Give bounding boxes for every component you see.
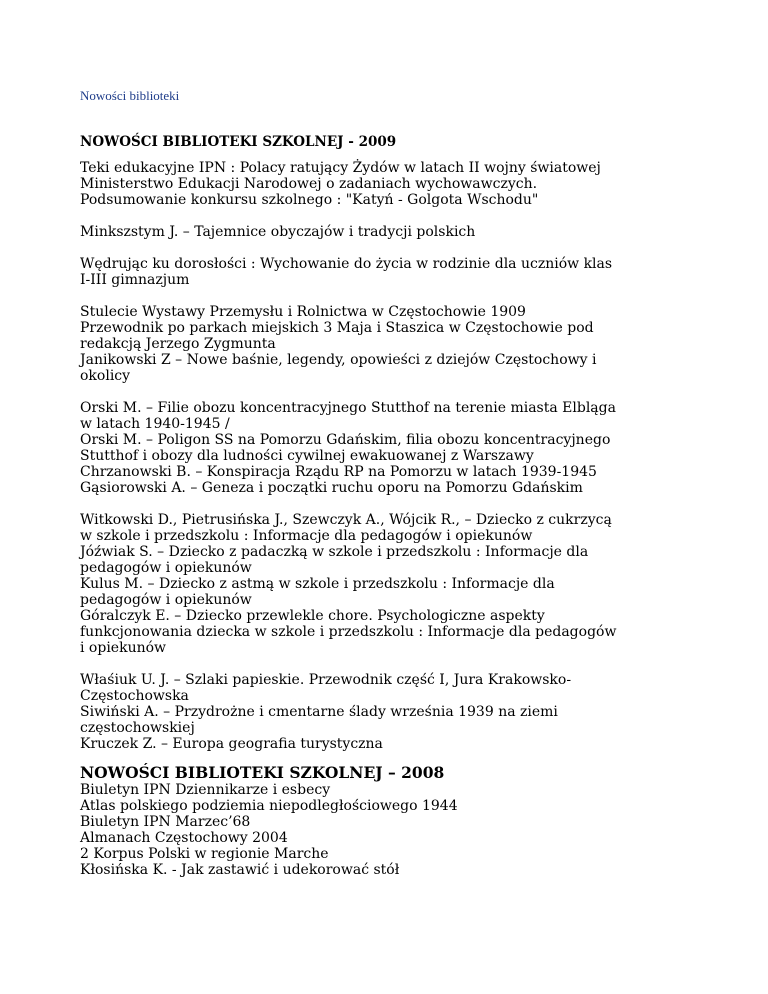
book-entry-line: Almanach Częstochowy 2004 — [80, 830, 288, 846]
book-entry-line: Biuletyn IPN Marzec’68 — [80, 814, 251, 830]
book-entry-line: Biuletyn IPN Dziennikarze i esbecy — [80, 782, 331, 798]
section-2008-list — [80, 782, 700, 878]
book-entry-line: Chrzanowski B. – Konspiracja Rządu RP na Pomorzu w latach 1939-1945 — [80, 464, 597, 480]
book-entry-line: Witkowski D., Pietrusińska J., Szewczyk A., Wójcik R., – Dziecko z cukrzycą — [80, 512, 612, 528]
book-entry-line: Przewodnik po parkach miejskich 3 Maja i Staszica w Częstochowie pod — [80, 320, 594, 336]
book-entry-line: funkcjonowania dziecka w szkole i przedszkolu : Informacje dla pedagogów — [80, 624, 617, 640]
book-entry-line: Stutthof i obozy dla ludności cywilnej ewakuowanej z Warszawy — [80, 448, 534, 464]
book-entry-line: Atlas polskiego podziemia niepodległościowego 1944 — [80, 798, 458, 814]
book-group — [80, 304, 700, 384]
book-entry-line: w szkole i przedszkolu : Informacje dla pedagogów i opiekunów — [80, 528, 533, 544]
book-group — [80, 400, 700, 496]
book-entry-line: okolicy — [80, 368, 131, 384]
book-entry-line: Janikowski Z – Nowe baśnie, legendy, opowieści z dziejów Częstochowy i — [80, 352, 597, 368]
library-news-link[interactable]: Nowości biblioteki — [80, 88, 180, 103]
book-entry-line: Kłosińska K. - Jak zastawić i udekorować stół — [80, 862, 400, 878]
book-entry-line: Jóźwiak S. – Dziecko z padaczką w szkole i przedszkolu : Informacje dla — [80, 544, 589, 560]
book-entry-line: pedagogów i opiekunów — [80, 592, 252, 608]
book-group — [80, 512, 700, 656]
book-group — [80, 224, 700, 240]
book-entry-line: 2 Korpus Polski w regionie Marche — [80, 846, 329, 862]
book-entry-line: redakcją Jerzego Zygmunta — [80, 336, 276, 352]
book-entry-line: w latach 1940-1945 / — [80, 416, 230, 432]
book-entry-line: i opiekunów — [80, 640, 167, 656]
book-entry-line: Góralczyk E. – Dziecko przewlekle chore. Psychologiczne aspekty — [80, 608, 545, 624]
section-2009-heading: NOWOŚCI BIBLIOTEKI SZKOLNEJ - 2009 — [80, 134, 397, 150]
book-entry-line: Minkszstym J. – Tajemnice obyczajów i tradycji polskich — [80, 224, 476, 240]
book-entry-line: Kruczek Z. – Europa geografia turystyczna — [80, 736, 383, 752]
document-content — [80, 134, 700, 878]
book-entry-line: Właśiuk U. J. – Szlaki papieskie. Przewodnik część I, Jura Krakowsko- — [80, 672, 572, 688]
section-2009-list — [80, 160, 700, 752]
book-group — [80, 672, 700, 752]
book-entry-line: Stulecie Wystawy Przemysłu i Rolnictwa w Częstochowie 1909 — [80, 304, 526, 320]
book-entry-line: pedagogów i opiekunów — [80, 560, 252, 576]
section-2008-heading: NOWOŚCI BIBLIOTEKI SZKOLNEJ – 2008 — [80, 763, 445, 782]
book-entry-line: Gąsiorowski A. – Geneza i początki ruchu oporu na Pomorzu Gdańskim — [80, 480, 583, 496]
book-entry-line: Siwiński A. – Przydrożne i cmentarne ślady września 1939 na ziemi — [80, 704, 558, 720]
book-entry-line: Ministerstwo Edukacji Narodowej o zadaniach wychowawczych. — [80, 176, 538, 192]
book-entry-line: Częstochowska — [80, 688, 189, 704]
book-entry-line: Kulus M. – Dziecko z astmą w szkole i przedszkolu : Informacje dla — [80, 576, 555, 592]
book-group — [80, 256, 700, 288]
book-entry-line: I-III gimnazjum — [80, 272, 190, 288]
book-group — [80, 160, 700, 208]
book-entry-line: Orski M. – Poligon SS na Pomorzu Gdańskim, filia obozu koncentracyjnego — [80, 432, 611, 448]
book-entry-line: Podsumowanie konkursu szkolnego : "Katyń - Golgota Wschodu" — [80, 192, 539, 208]
book-entry-line: Teki edukacyjne IPN : Polacy ratujący Żydów w latach II wojny światowej — [80, 160, 601, 176]
book-entry-line: Orski M. – Filie obozu koncentracyjnego Stutthof na terenie miasta Elbląga — [80, 400, 616, 416]
book-entry-line: częstochowskiej — [80, 720, 195, 736]
book-entry-line: Wędrując ku dorosłości : Wychowanie do życia w rodzinie dla uczniów klas — [80, 256, 613, 272]
